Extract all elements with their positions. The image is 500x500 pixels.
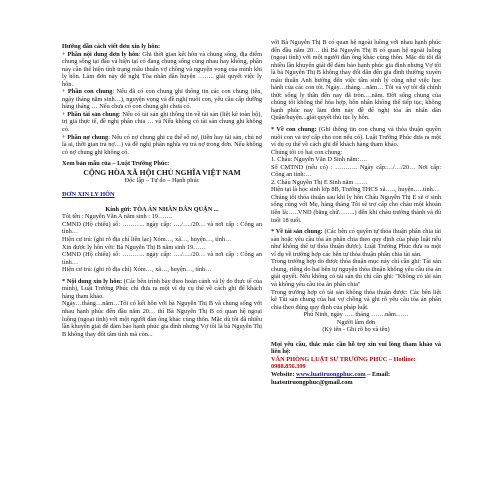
reason-paragraph: * Nội dung xin ly hôn: (Các bên trình bày theo hoàn cảnh và lý do thực tế của mình), Luật Trường Phúc chỉ đưa ra một ví dụ cụ thể về cách ghi để khách hàng tham khảo. xyxy=(62,277,262,300)
child2-school: Hiện tại là học sinh lớp 8B, Trường THCS xã….., huyện…..tỉnh… xyxy=(271,186,440,194)
motto: Độc lập – Tự do – Hạnh phúc xyxy=(124,176,200,184)
assets-paragraph: * Về tài sản chung: (Các bên có quyền tự thỏa thuận phân chia tài sản hoặc yêu cầu tòa án phân chia theo quy định của pháp luật nếu như không thể tự thỏa thuận được). Luật Trường Phúc đưa ra một ví dụ về trường hợp các bên tự thỏa thuận phân chia tài sản. xyxy=(271,228,441,258)
husband-id: CMND (Hộ chiếu) số: ……….. ngày cấp: …./…./20… và nơi cấp : Công an tỉnh… xyxy=(62,220,262,236)
assets-case: Trong trường hợp do được thỏa thuận mục này chỉ cần ghi: Tài sản chung, riêng do hai bên tự nguyện thỏa thuận không yêu cầu tòa án giải quyết. Nếu không có tài sản thì chỉ cần ghi: "Không có tài sản và không yêu cầu tòa án phân chia" xyxy=(271,258,441,288)
guide-content: + Phần nội dung đơn ly hôn: Ghi thời gian kết hôn và chung sống, địa điểm chung sống tại đâu và hiện tại có đang chung sống cùng nhau hay không, phần này cần thể hiện tình trạng mâu thuẫn vợ chồng và nguyện vọng của mình khi ly hôn. Làm đơn này để nghị Tòa nhân dân huyện …….. giải quyết việc ly hôn. xyxy=(62,50,262,88)
contact-links: Website: www.luattruongphuc.com – Email: xyxy=(271,370,391,378)
assets-dispute: Trong trường hợp có tài sản không thỏa thuận được: Các bên liệt kê Tài sản chung của hai vợ chồng và ghi rõ yêu cầu tòa án phân chia theo đúng quy định của pháp luật. xyxy=(271,288,441,311)
wife-id: CMND (Hộ chiếu) số: ……….. ngày cấp: …./…./20… và nơi cấp : Công an tỉnh… xyxy=(62,251,262,266)
signer-hint: (Ký tên - Ghi rõ họ và tên) xyxy=(322,326,390,334)
signer-label: Người làm đơn xyxy=(336,318,376,326)
wife-address: Hiện cư trú: (ghi rõ địa chỉ) Xóm…, xã…, huyện…, tỉnh… xyxy=(62,266,212,274)
children-paragraph: * Về con chung: (Ghi thông tin con chung và thỏa thuận quyền nuôi con và trợ cấp cho con nếu có). Luật Trường Phúc đưa ra một ví dụ cụ thể về cách ghi để khách hàng tham khảo. xyxy=(271,126,441,149)
reason-body: Ngày…tháng…năm…Tôi có kết hôn với bà Nguyễn Thị B và chung sống với nhau hạnh phúc đến đầu năm 20… thì Bà Nguyễn Thị B có quan hệ ngoại luồng (ngoại tình) với một người đàn ông khác cùng thôn. Mặc dù tôi đã nhiều lần khuyên giải để đảm bảo hạnh phúc gia đình nhưng Vợ tôi là bà Nguyễn Thị B không thay đổi tâm tình mà còn... xyxy=(62,300,262,338)
form-title[interactable]: ĐƠN XIN LY HÔN xyxy=(62,191,115,199)
website-link[interactable]: www.luattruongphuc.com xyxy=(296,370,366,378)
sample-line: Xem bản mẫu của – Luật Trường Phúc: xyxy=(62,160,170,168)
guide-assets: + Phần tài sản chung: Nếu có tài sản ghi thông tin về tài sản (liệt kê toàn bộ), trị giá thực tế, đề nghị phân chia … và Nếu không có tài sản chung ghi không có. xyxy=(62,110,262,134)
children-agreement: Chúng tôi thỏa thuận sau khi ly hôn Cháu Nguyễn Thị E sẽ ở sinh sống cùng với Mẹ, hàng tháng Tôi sẽ trợ cấp cho cháu một khoản tiền là:…..VND (bằng chữ……..) đến khi cháu trưởng thành và đủ tuổi 18 tuổi. xyxy=(271,193,441,224)
child2-name: 2. Cháu Nguyễn Thị E Sinh năm …… xyxy=(271,178,368,186)
firm-name: VĂN PHÒNG LUẬT SƯ TRƯỜNG PHÚC – Hotline: xyxy=(271,355,416,363)
guide-title: Hướng dẫn cách viết đơn xin ly hôn: xyxy=(62,43,161,50)
date-line: Phú Ninh, ngày ….. tháng …….năm…… xyxy=(303,311,409,319)
marriage-paragraph: với Bà Nguyễn Thị B có quan hệ ngoài luồng với nhau hạnh phúc đến đầu năm 20… thì Bà Nguyễn Thị B có quan hệ ngoài luồng (ngoại tình) với một người đàn ông khác cùng thôn. Mặc dù tôi đã nhiều lần khuyên giải để đảm bảo hạnh phúc gia đình nhưng Vợ tôi là bà Nguyễn Thị B không thay đổi dẫn đến gia đình thường xuyên mâu thuẫn Anh hưởng đến việc tâm sinh lý cũng như việc học hành của các con tôi. Ngày…tháng…năm… Tôi và vợ tôi đã chính thức sống ly thân đến nay đã tròn….năm. Đời sống chung của chúng tôi không thể hòa hợp, hôn nhân không thể tiếp tục, không hạnh phúc nay làm đơn này đề để nghị tòa án nhân dân Quận/huyện...giải quyết thủ tục ly hôn. xyxy=(271,39,441,122)
husband-name: Tôi tên : Nguyễn Văn A năm sinh : 19……. xyxy=(62,213,173,221)
national-title: CỘNG HÒA XÃ HỘI CHỦ NGHĨA VIỆT NAM xyxy=(83,167,241,177)
left-column xyxy=(62,43,262,338)
husband-address: Hiện cư trú: (ghi rõ địa chỉ liên lạc) Xóm…, xã…, huyện…, tỉnh… xyxy=(62,236,232,244)
guide-debts: + Phần nợ chung: Nếu có nợ chung ghi cụ thể số nợ, (tiền hay tài sản, chủ nợ là ai, thời gian trả nợ…) và đề nghị phân nghĩa vụ trả nợ trong đơn. Nếu không có nợ chung ghi không có. xyxy=(62,133,262,156)
guide-children: + Phần con chung: Nếu đã có con chung ghi thông tin các con chung (tên, ngày tháng năm sinh…), nguyện vọng và đề nghị nuôi con, yêu cầu cấp dưỡng hàng tháng … Nếu chưa có con chung ghi chưa có. xyxy=(62,88,262,111)
children-intro: Chúng tôi có hai con chung: xyxy=(271,148,343,156)
right-column xyxy=(271,39,441,386)
child1-name: 1. Cháu: Nguyễn Văn D Sinh năm:…. xyxy=(271,156,368,164)
hotline[interactable]: 0988.856.399 xyxy=(271,363,306,371)
child1-id: Số CMTND (nếu có) : ……….. Ngày cấp:…/…/20… Nơi cấp: Công an tỉnh:… xyxy=(271,163,441,179)
to-court: Kính gửi: TÒA ÁN NHÂN DÂN QUẬN ... xyxy=(105,205,219,213)
contact-title: Mọi yêu cầu, thắc mắc cần hỗ trợ xin vui lòng tham khảo và liên hệ: xyxy=(271,340,441,356)
wife-name: Xin được ly hôn với: Bà Nguyễn Thị B năm sinh 19…… xyxy=(62,243,206,251)
email-link[interactable]: luatsutruongphuc@gmail.com xyxy=(271,378,353,386)
